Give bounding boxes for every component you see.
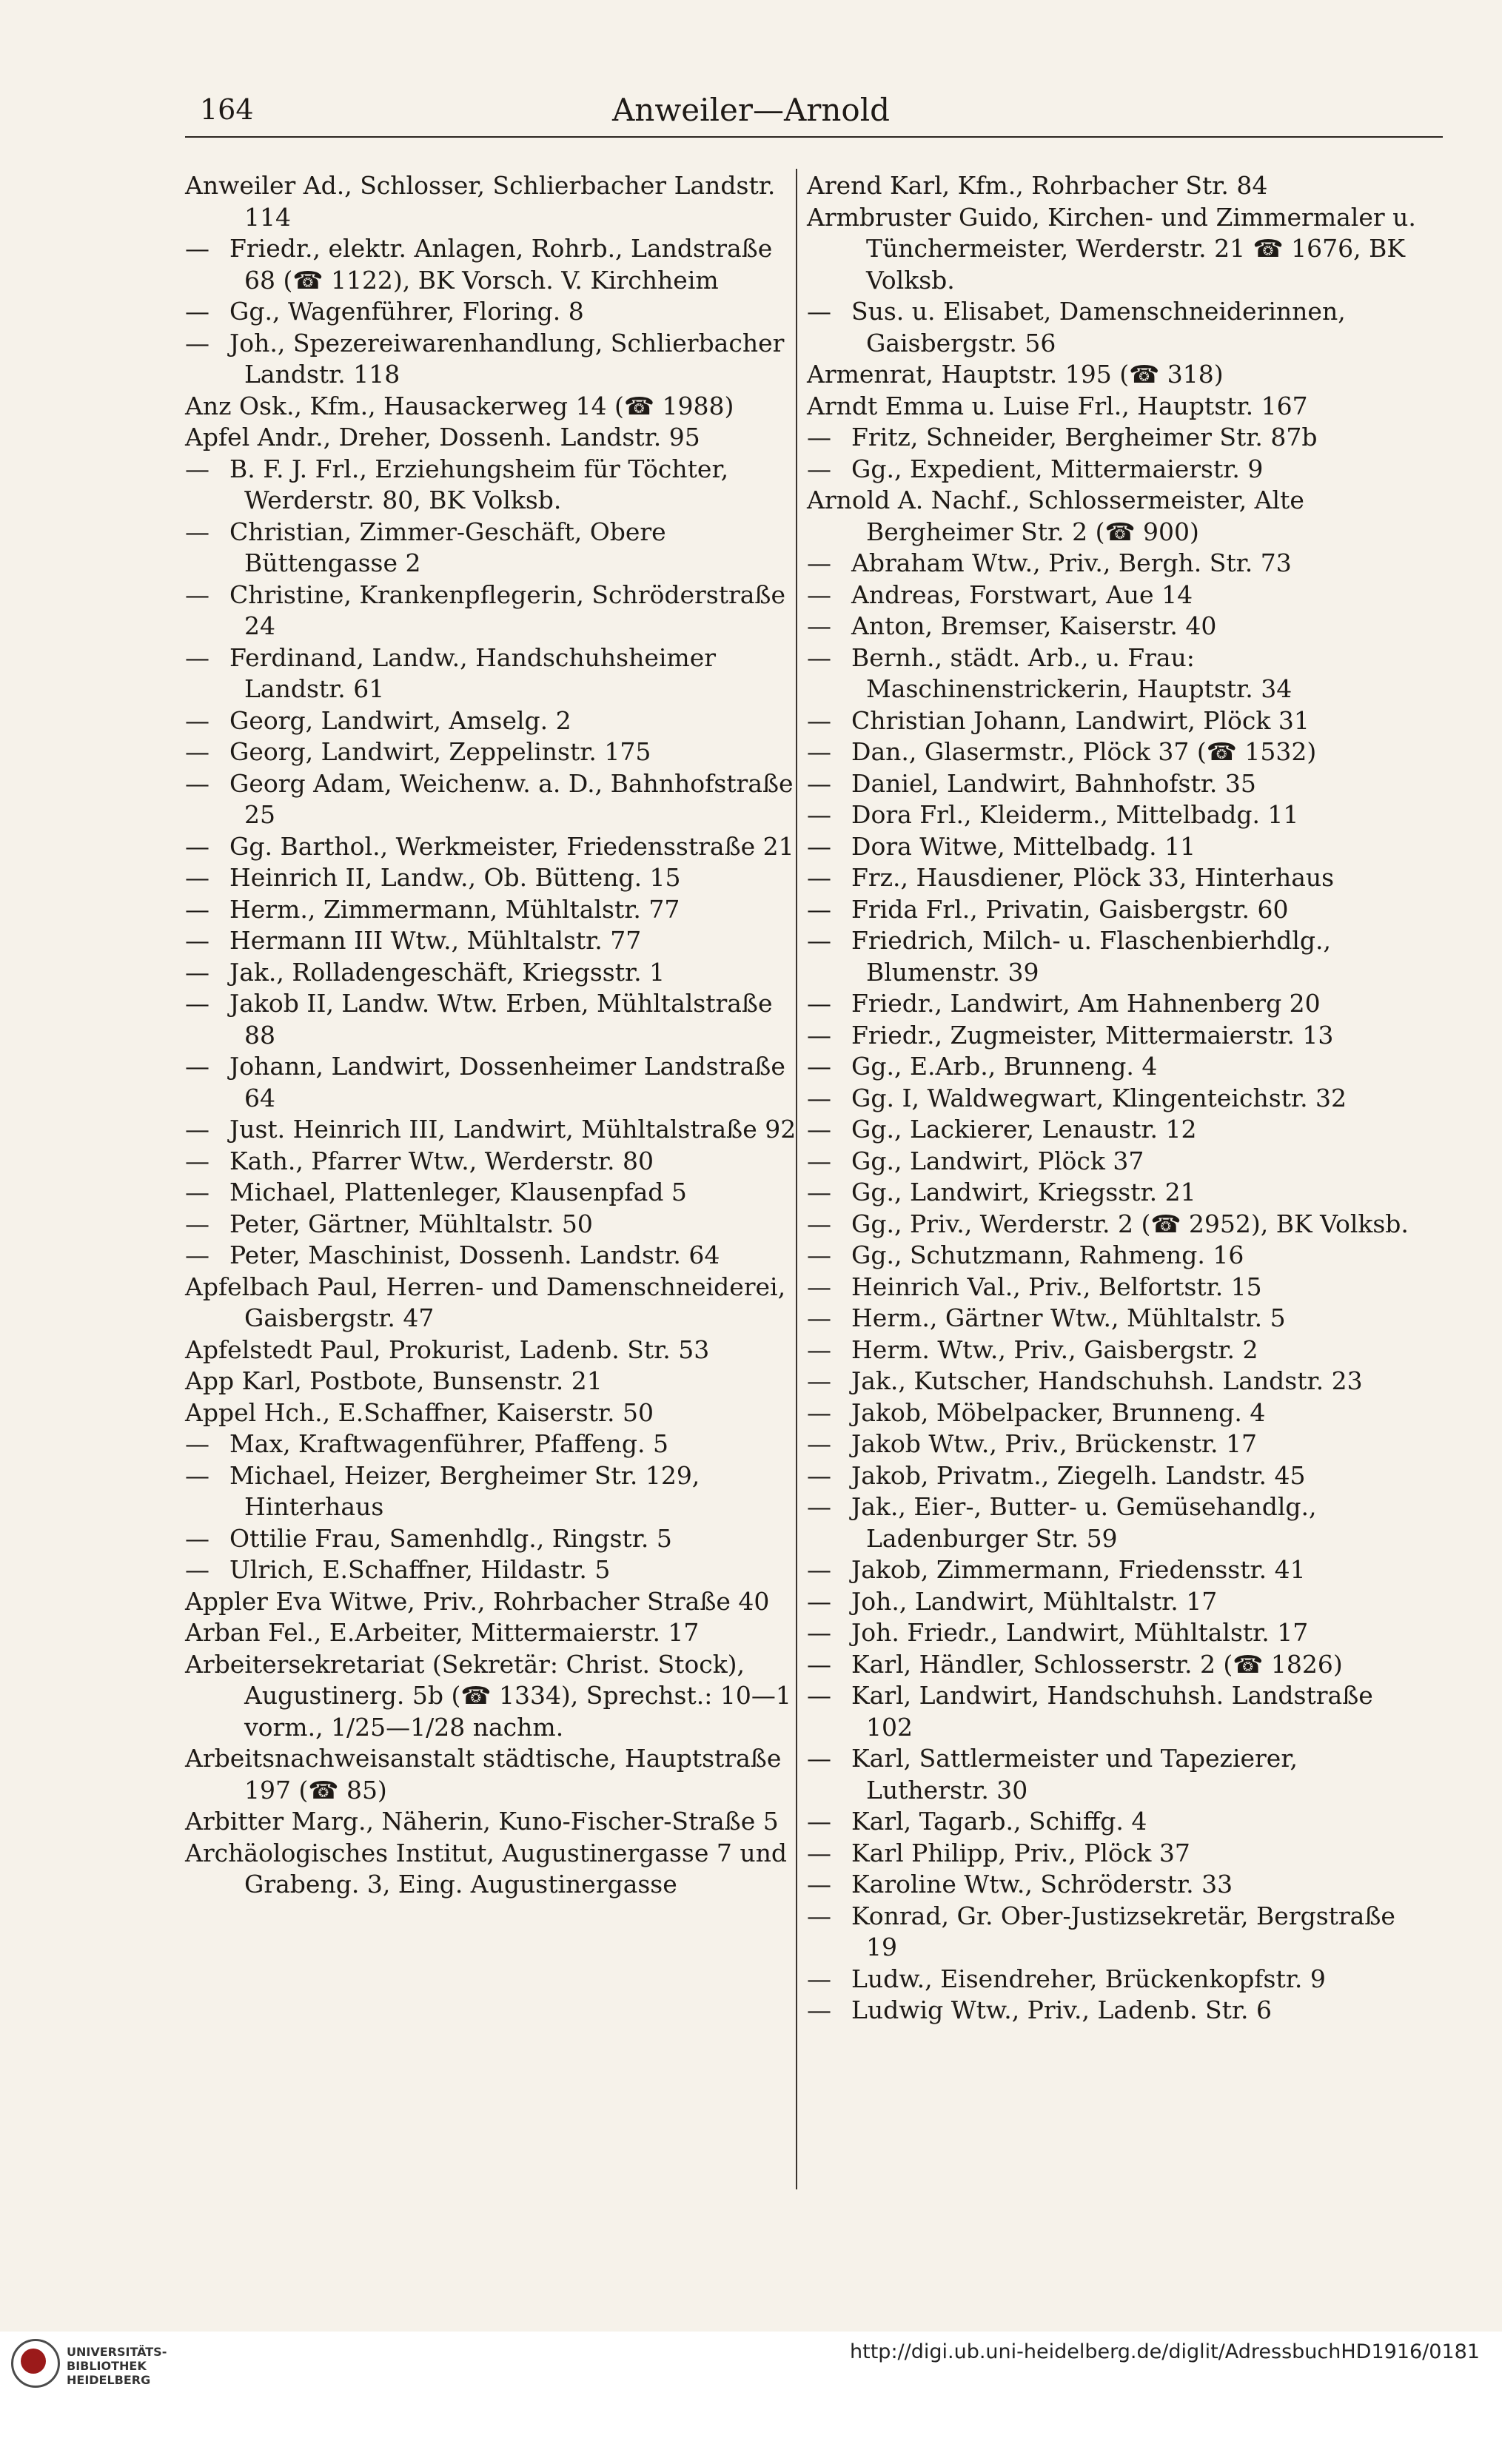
- entry-text: Jakob II, Landw. Wtw. Erben, Mühltalstraße 88: [229, 989, 773, 1050]
- continuation-dash: —: [185, 894, 209, 924]
- entry-text: Anton, Bremser, Kaiserstr. 40: [851, 611, 1217, 640]
- directory-entry: [807, 1335, 1421, 1366]
- library-name: [67, 2345, 167, 2387]
- source-url-link[interactable]: http://digi.ub.uni-heidelberg.de/diglit/AdressbuchHD1916/0181: [850, 2340, 1480, 2363]
- continuation-dash: —: [185, 1460, 209, 1490]
- entry-text: Gg., Wagenführer, Floring. 8: [229, 297, 584, 326]
- entry-text: Joh., Landwirt, Mühltalstr. 17: [851, 1586, 1218, 1616]
- entry-text: Gg., E.Arb., Brunneng. 4: [851, 1052, 1158, 1081]
- directory-entry: [807, 1429, 1421, 1460]
- entry-text: Armenrat, Hauptstr. 195 (☎ 318): [807, 360, 1224, 389]
- entry-text: Frz., Hausdiener, Plöck 33, Hinterhaus: [851, 863, 1335, 892]
- directory-entry: [807, 1586, 1421, 1618]
- continuation-dash: —: [807, 1555, 831, 1584]
- directory-entry: [807, 359, 1421, 391]
- continuation-dash: —: [807, 1870, 831, 1899]
- entry-text: Karl, Landwirt, Handschuhsh. Landstraße 102: [851, 1681, 1373, 1742]
- entry-text: Daniel, Landwirt, Bahnhofstr. 35: [851, 768, 1256, 798]
- entry-text: Georg Adam, Weichenw. a. D., Bahnhofstraße 25: [229, 768, 794, 829]
- continuation-dash: —: [185, 1178, 209, 1206]
- entry-text: Arban Fel., E.Arbeiter, Mittermaierstr. 17: [185, 1618, 700, 1647]
- directory-entry: [185, 1460, 799, 1523]
- entry-text: Herm., Gärtner Wtw., Mühltalstr. 5: [851, 1303, 1286, 1332]
- directory-entry: [807, 642, 1421, 705]
- directory-entry: [807, 736, 1421, 768]
- entry-text: Arbeitsnachweisanstalt städtische, Hauptstraße 197 (☎ 85): [185, 1744, 782, 1805]
- page-title: Anweiler—Arnold: [611, 92, 891, 128]
- continuation-dash: —: [807, 894, 831, 924]
- directory-entry: [185, 768, 799, 831]
- continuation-dash: —: [185, 328, 209, 357]
- entry-text: Ludwig Wtw., Priv., Ladenb. Str. 6: [851, 1995, 1273, 2024]
- continuation-dash: —: [185, 737, 209, 766]
- continuation-dash: —: [807, 548, 831, 577]
- left-column: [185, 170, 799, 2198]
- entry-text: Gg. Barthol., Werkmeister, Friedensstraße 21: [229, 831, 794, 861]
- continuation-dash: —: [185, 957, 209, 987]
- directory-entry: [807, 454, 1421, 486]
- directory-entry: [185, 1209, 799, 1241]
- entry-text: Arbitter Marg., Näherin, Kuno-Fischer-Straße 5: [185, 1807, 779, 1836]
- entry-text: Anweiler Ad., Schlosser, Schlierbacher Landstr. 114: [185, 171, 776, 232]
- entry-text: Gg., Landwirt, Plöck 37: [851, 1146, 1144, 1175]
- directory-entry: [807, 894, 1421, 926]
- directory-entry: [185, 1586, 799, 1618]
- entry-text: App Karl, Postbote, Bunsenstr. 21: [185, 1366, 603, 1395]
- continuation-dash: —: [807, 1146, 831, 1175]
- continuation-dash: —: [807, 1429, 831, 1458]
- directory-entry: [807, 831, 1421, 863]
- directory-entry: [807, 862, 1421, 894]
- directory-entry: [185, 1051, 799, 1114]
- entry-text: Jak., Kutscher, Handschuhsh. Landstr. 23: [851, 1366, 1363, 1395]
- entry-text: Dora Frl., Kleiderm., Mittelbadg. 11: [851, 800, 1299, 829]
- directory-entry: [807, 1680, 1421, 1743]
- directory-entry: [185, 391, 799, 423]
- entry-text: Karoline Wtw., Schröderstr. 33: [851, 1870, 1233, 1899]
- directory-entry: [185, 1114, 799, 1146]
- header-rule: [185, 136, 1443, 138]
- entry-text: Appler Eva Witwe, Priv., Rohrbacher Straße 40: [185, 1586, 770, 1616]
- directory-entry: [185, 1554, 799, 1586]
- directory-entry: [807, 485, 1421, 548]
- entry-text: Fritz, Schneider, Bergheimer Str. 87b: [851, 423, 1318, 451]
- directory-entry: [185, 705, 799, 737]
- continuation-dash: —: [807, 1460, 831, 1490]
- directory-entry: [807, 611, 1421, 642]
- directory-entry: [185, 736, 799, 768]
- directory-entry: [807, 1114, 1421, 1146]
- entry-text: Konrad, Gr. Ober-Justizsekretär, Bergstraße 19: [851, 1901, 1395, 1961]
- continuation-dash: —: [807, 1397, 831, 1427]
- entry-text: Michael, Plattenleger, Klausenpfad 5: [229, 1178, 687, 1206]
- directory-entry: [807, 1083, 1421, 1115]
- continuation-dash: —: [807, 1681, 831, 1710]
- directory-entry: [185, 1838, 799, 1901]
- directory-entry: [807, 925, 1421, 988]
- entry-text: Arnold A. Nachf., Schlossermeister, Alte Bergheimer Str. 2 (☎ 900): [807, 486, 1304, 546]
- directory-entry: [807, 422, 1421, 454]
- directory-entry: [807, 705, 1421, 737]
- directory-entry: [185, 1429, 799, 1460]
- continuation-dash: —: [807, 1209, 831, 1238]
- directory-entry: [807, 1020, 1421, 1052]
- entry-text: Friedr., elektr. Anlagen, Rohrb., Landstraße 68 (☎ 1122), BK Vorsch. V. Kirchheim: [229, 234, 773, 295]
- entry-text: Jak., Rolladengeschäft, Kriegsstr. 1: [229, 957, 665, 987]
- continuation-dash: —: [185, 234, 209, 263]
- directory-entry: [807, 1303, 1421, 1335]
- directory-entry: [185, 580, 799, 642]
- entry-text: Joh., Spezereiwarenhandlung, Schlierbacher Landstr. 118: [229, 328, 785, 389]
- continuation-dash: —: [807, 580, 831, 609]
- directory-entry: [807, 1366, 1421, 1397]
- continuation-dash: —: [807, 1901, 831, 1930]
- continuation-dash: —: [807, 1303, 831, 1332]
- library-logo-icon: [11, 2339, 60, 2388]
- directory-entry: [185, 517, 799, 580]
- entry-text: Jakob, Möbelpacker, Brunneng. 4: [851, 1397, 1266, 1427]
- directory-entry: [185, 1397, 799, 1429]
- continuation-dash: —: [807, 454, 831, 483]
- continuation-dash: —: [807, 297, 831, 326]
- directory-entry: [185, 957, 799, 989]
- continuation-dash: —: [807, 1586, 831, 1616]
- entry-text: Kath., Pfarrer Wtw., Werderstr. 80: [229, 1146, 654, 1175]
- directory-entry: [185, 170, 799, 233]
- continuation-dash: —: [807, 1618, 831, 1647]
- continuation-dash: —: [807, 737, 831, 766]
- directory-entry: [807, 202, 1421, 297]
- entry-text: Ulrich, E.Schaffner, Hildastr. 5: [229, 1555, 611, 1584]
- entry-text: Bernh., städt. Arb., u. Frau: Maschinenstrickerin, Hauptstr. 34: [851, 642, 1293, 703]
- entry-text: Hermann III Wtw., Mühltalstr. 77: [229, 926, 642, 955]
- directory-entry: [185, 988, 799, 1051]
- directory-entry: [807, 1491, 1421, 1554]
- directory-entry: [185, 1177, 799, 1209]
- entry-text: Appel Hch., E.Schaffner, Kaiserstr. 50: [185, 1397, 654, 1427]
- continuation-dash: —: [185, 297, 209, 326]
- continuation-dash: —: [807, 1995, 831, 2024]
- directory-entry: [185, 422, 799, 454]
- entry-text: Dan., Glasermstr., Plöck 37 (☎ 1532): [851, 737, 1317, 766]
- library-name-line1: UNIVERSITÄTS-: [67, 2345, 167, 2359]
- continuation-dash: —: [807, 863, 831, 892]
- entry-text: Gg., Lackierer, Lenaustr. 12: [851, 1115, 1197, 1144]
- entry-text: Herm., Zimmermann, Mühltalstr. 77: [229, 894, 680, 924]
- directory-entry: [185, 233, 799, 296]
- continuation-dash: —: [807, 1020, 831, 1050]
- entry-text: Christian, Zimmer-Geschäft, Obere Büttengasse 2: [229, 517, 666, 577]
- entry-text: Dora Witwe, Mittelbadg. 11: [851, 831, 1196, 861]
- directory-entry: [807, 1838, 1421, 1870]
- directory-entry: [185, 454, 799, 517]
- continuation-dash: —: [807, 831, 831, 861]
- directory-entry: [807, 1964, 1421, 1995]
- directory-entry: [185, 1146, 799, 1178]
- continuation-dash: —: [185, 1209, 209, 1238]
- entry-text: Arend Karl, Kfm., Rohrbacher Str. 84: [807, 171, 1268, 200]
- directory-entry: [807, 1869, 1421, 1901]
- directory-entry: [807, 1051, 1421, 1083]
- continuation-dash: —: [185, 926, 209, 955]
- entry-text: Peter, Gärtner, Mühltalstr. 50: [229, 1209, 593, 1238]
- entry-text: Gg., Schutzmann, Rahmeng. 16: [851, 1241, 1244, 1269]
- entry-text: Jakob, Privatm., Ziegelh. Landstr. 45: [851, 1460, 1306, 1490]
- continuation-dash: —: [807, 1241, 831, 1269]
- directory-entry: [185, 894, 799, 926]
- directory-entry: [807, 768, 1421, 800]
- directory-entry: [807, 391, 1421, 423]
- directory-entry: [807, 1146, 1421, 1178]
- entry-text: Gg., Landwirt, Kriegsstr. 21: [851, 1178, 1196, 1206]
- continuation-dash: —: [185, 768, 209, 798]
- continuation-dash: —: [185, 1146, 209, 1175]
- continuation-dash: —: [807, 1807, 831, 1836]
- directory-entry: [807, 1617, 1421, 1649]
- footer: [0, 2332, 1502, 2464]
- directory-entry: [185, 1649, 799, 1744]
- right-column: [807, 170, 1421, 2198]
- entry-text: Gg., Expedient, Mittermaierstr. 9: [851, 454, 1264, 483]
- directory-entry: [185, 1523, 799, 1555]
- directory-entry: [807, 1272, 1421, 1303]
- directory-entry: [807, 1649, 1421, 1681]
- directory-entry: [185, 1617, 799, 1649]
- continuation-dash: —: [185, 454, 209, 483]
- continuation-dash: —: [807, 768, 831, 798]
- continuation-dash: —: [185, 1052, 209, 1081]
- continuation-dash: —: [807, 611, 831, 640]
- continuation-dash: —: [807, 800, 831, 829]
- entry-text: Arbeitersekretariat (Sekretär: Christ. Stock), Augustinerg. 5b (☎ 1334), Sprechst.: 10—1 vorm., 1/25—1/28 nachm.: [185, 1649, 791, 1742]
- entry-text: Ferdinand, Landw., Handschuhsheimer Landstr. 61: [229, 642, 717, 703]
- directory-entry: [185, 1272, 799, 1335]
- directory-entry: [185, 642, 799, 705]
- entry-text: Christian Johann, Landwirt, Plöck 31: [851, 705, 1310, 735]
- entry-text: Karl, Händler, Schlosserstr. 2 (☎ 1826): [851, 1649, 1343, 1679]
- entry-text: Peter, Maschinist, Dossenh. Landstr. 64: [229, 1241, 720, 1269]
- entry-text: Herm. Wtw., Priv., Gaisbergstr. 2: [851, 1335, 1258, 1364]
- directory-entry: [185, 296, 799, 328]
- entry-text: Ottilie Frau, Samenhdlg., Ringstr. 5: [229, 1523, 672, 1553]
- directory-entry: [807, 1397, 1421, 1429]
- directory-entry: [185, 1240, 799, 1272]
- entry-text: Georg, Landwirt, Amselg. 2: [229, 705, 571, 735]
- entry-text: Sus. u. Elisabet, Damenschneiderinnen, Gaisbergstr. 56: [851, 297, 1346, 357]
- entry-text: Michael, Heizer, Bergheimer Str. 129, Hinterhaus: [229, 1460, 700, 1521]
- directory-entry: [185, 862, 799, 894]
- continuation-dash: —: [185, 1555, 209, 1584]
- entry-text: Arndt Emma u. Luise Frl., Hauptstr. 167: [807, 391, 1308, 420]
- continuation-dash: —: [807, 1838, 831, 1867]
- continuation-dash: —: [807, 1115, 831, 1144]
- directory-entry: [807, 548, 1421, 580]
- entry-text: Armbruster Guido, Kirchen- und Zimmermaler u. Tünchermeister, Werderstr. 21 ☎ 1676, BK Volksb.: [807, 202, 1416, 295]
- entry-text: Gg. I, Waldwegwart, Klingenteichstr. 32: [851, 1083, 1347, 1112]
- directory-entry: [807, 580, 1421, 611]
- entry-text: Archäologisches Institut, Augustinergasse 7 und Grabeng. 3, Eing. Augustinergasse: [185, 1838, 787, 1899]
- entry-text: Karl, Sattlermeister und Tapezierer, Lutherstr. 30: [851, 1744, 1298, 1805]
- entry-text: Apfelbach Paul, Herren- und Damenschneiderei, Gaisbergstr. 47: [185, 1272, 786, 1332]
- continuation-dash: —: [807, 989, 831, 1018]
- directory-entry: [807, 1995, 1421, 2027]
- entry-text: Joh. Friedr., Landwirt, Mühltalstr. 17: [851, 1618, 1309, 1647]
- directory-entry: [185, 925, 799, 957]
- entry-text: Heinrich II, Landw., Ob. Bütteng. 15: [229, 863, 681, 892]
- entry-text: Frida Frl., Privatin, Gaisbergstr. 60: [851, 894, 1289, 924]
- column-divider: [796, 169, 797, 2189]
- page-number: 164: [200, 93, 254, 126]
- entry-text: Friedrich, Milch- u. Flaschenbierhdlg., Blumenstr. 39: [851, 926, 1332, 987]
- continuation-dash: —: [807, 1083, 831, 1112]
- continuation-dash: —: [807, 1492, 831, 1521]
- directory-entry: [807, 1901, 1421, 1964]
- directory-entry: [807, 170, 1421, 202]
- continuation-dash: —: [185, 1115, 209, 1144]
- continuation-dash: —: [807, 1649, 831, 1679]
- continuation-dash: —: [185, 863, 209, 892]
- entry-text: Jak., Eier-, Butter- u. Gemüsehandlg., Ladenburger Str. 59: [851, 1492, 1317, 1553]
- entry-text: Just. Heinrich III, Landwirt, Mühltalstraße 92: [229, 1115, 797, 1144]
- directory-entry: [185, 1743, 799, 1806]
- entry-text: Friedr., Landwirt, Am Hahnenberg 20: [851, 989, 1321, 1018]
- library-name-line2: BIBLIOTHEK: [67, 2359, 147, 2373]
- entry-text: Heinrich Val., Priv., Belfortstr. 15: [851, 1272, 1262, 1301]
- entry-text: Georg, Landwirt, Zeppelinstr. 175: [229, 737, 651, 766]
- continuation-dash: —: [807, 642, 831, 672]
- directory-entry: [807, 1240, 1421, 1272]
- entry-text: Anz Osk., Kfm., Hausackerweg 14 (☎ 1988): [185, 391, 734, 420]
- continuation-dash: —: [807, 1272, 831, 1301]
- continuation-dash: —: [807, 1335, 831, 1364]
- continuation-dash: —: [807, 1744, 831, 1773]
- continuation-dash: —: [185, 517, 209, 546]
- entry-text: Jakob Wtw., Priv., Brückenstr. 17: [851, 1429, 1257, 1458]
- entry-text: Apfelstedt Paul, Prokurist, Ladenb. Str. 53: [185, 1335, 710, 1364]
- continuation-dash: —: [185, 705, 209, 735]
- entry-text: Gg., Priv., Werderstr. 2 (☎ 2952), BK Volksb.: [851, 1209, 1409, 1238]
- continuation-dash: —: [185, 1523, 209, 1553]
- continuation-dash: —: [807, 705, 831, 735]
- directory-entry: [185, 1806, 799, 1838]
- continuation-dash: —: [807, 1964, 831, 1993]
- continuation-dash: —: [807, 423, 831, 451]
- directory-entry: [807, 296, 1421, 359]
- page-header: [0, 87, 1502, 139]
- directory-entry: [807, 799, 1421, 831]
- directory-entry: [807, 1460, 1421, 1492]
- entry-text: Jakob, Zimmermann, Friedensstr. 41: [851, 1555, 1306, 1584]
- directory-entry: [185, 831, 799, 863]
- continuation-dash: —: [185, 989, 209, 1018]
- continuation-dash: —: [185, 831, 209, 861]
- entry-text: B. F. J. Frl., Erziehungsheim für Töchter, Werderstr. 80, BK Volksb.: [229, 454, 729, 514]
- directory-entry: [185, 1335, 799, 1366]
- entry-text: Johann, Landwirt, Dossenheimer Landstraße 64: [229, 1052, 785, 1112]
- continuation-dash: —: [807, 926, 831, 955]
- entry-text: Ludw., Eisendreher, Brückenkopfstr. 9: [851, 1964, 1326, 1993]
- continuation-dash: —: [185, 580, 209, 609]
- entry-text: Karl, Tagarb., Schiffg. 4: [851, 1807, 1147, 1836]
- directory-entry: [807, 1554, 1421, 1586]
- directory-entry: [807, 1806, 1421, 1838]
- entry-text: Christine, Krankenpflegerin, Schröderstraße 24: [229, 580, 785, 640]
- entry-text: Andreas, Forstwart, Aue 14: [851, 580, 1193, 609]
- directory-entry: [807, 988, 1421, 1020]
- continuation-dash: —: [185, 1241, 209, 1269]
- directory-entry: [807, 1209, 1421, 1241]
- continuation-dash: —: [185, 1429, 209, 1458]
- directory-entry: [807, 1177, 1421, 1209]
- continuation-dash: —: [807, 1366, 831, 1395]
- continuation-dash: —: [807, 1052, 831, 1081]
- continuation-dash: —: [185, 642, 209, 672]
- entry-text: Karl Philipp, Priv., Plöck 37: [851, 1838, 1190, 1867]
- directory-entry: [807, 1743, 1421, 1806]
- directory-entry: [185, 328, 799, 391]
- entry-text: Abraham Wtw., Priv., Bergh. Str. 73: [851, 548, 1292, 577]
- entry-text: Apfel Andr., Dreher, Dossenh. Landstr. 95: [185, 423, 700, 451]
- library-name-line3: HEIDELBERG: [67, 2373, 151, 2387]
- continuation-dash: —: [807, 1178, 831, 1206]
- entry-text: Max, Kraftwagenführer, Pfaffeng. 5: [229, 1429, 669, 1458]
- entry-text: Friedr., Zugmeister, Mittermaierstr. 13: [851, 1020, 1334, 1050]
- directory-entry: [185, 1366, 799, 1397]
